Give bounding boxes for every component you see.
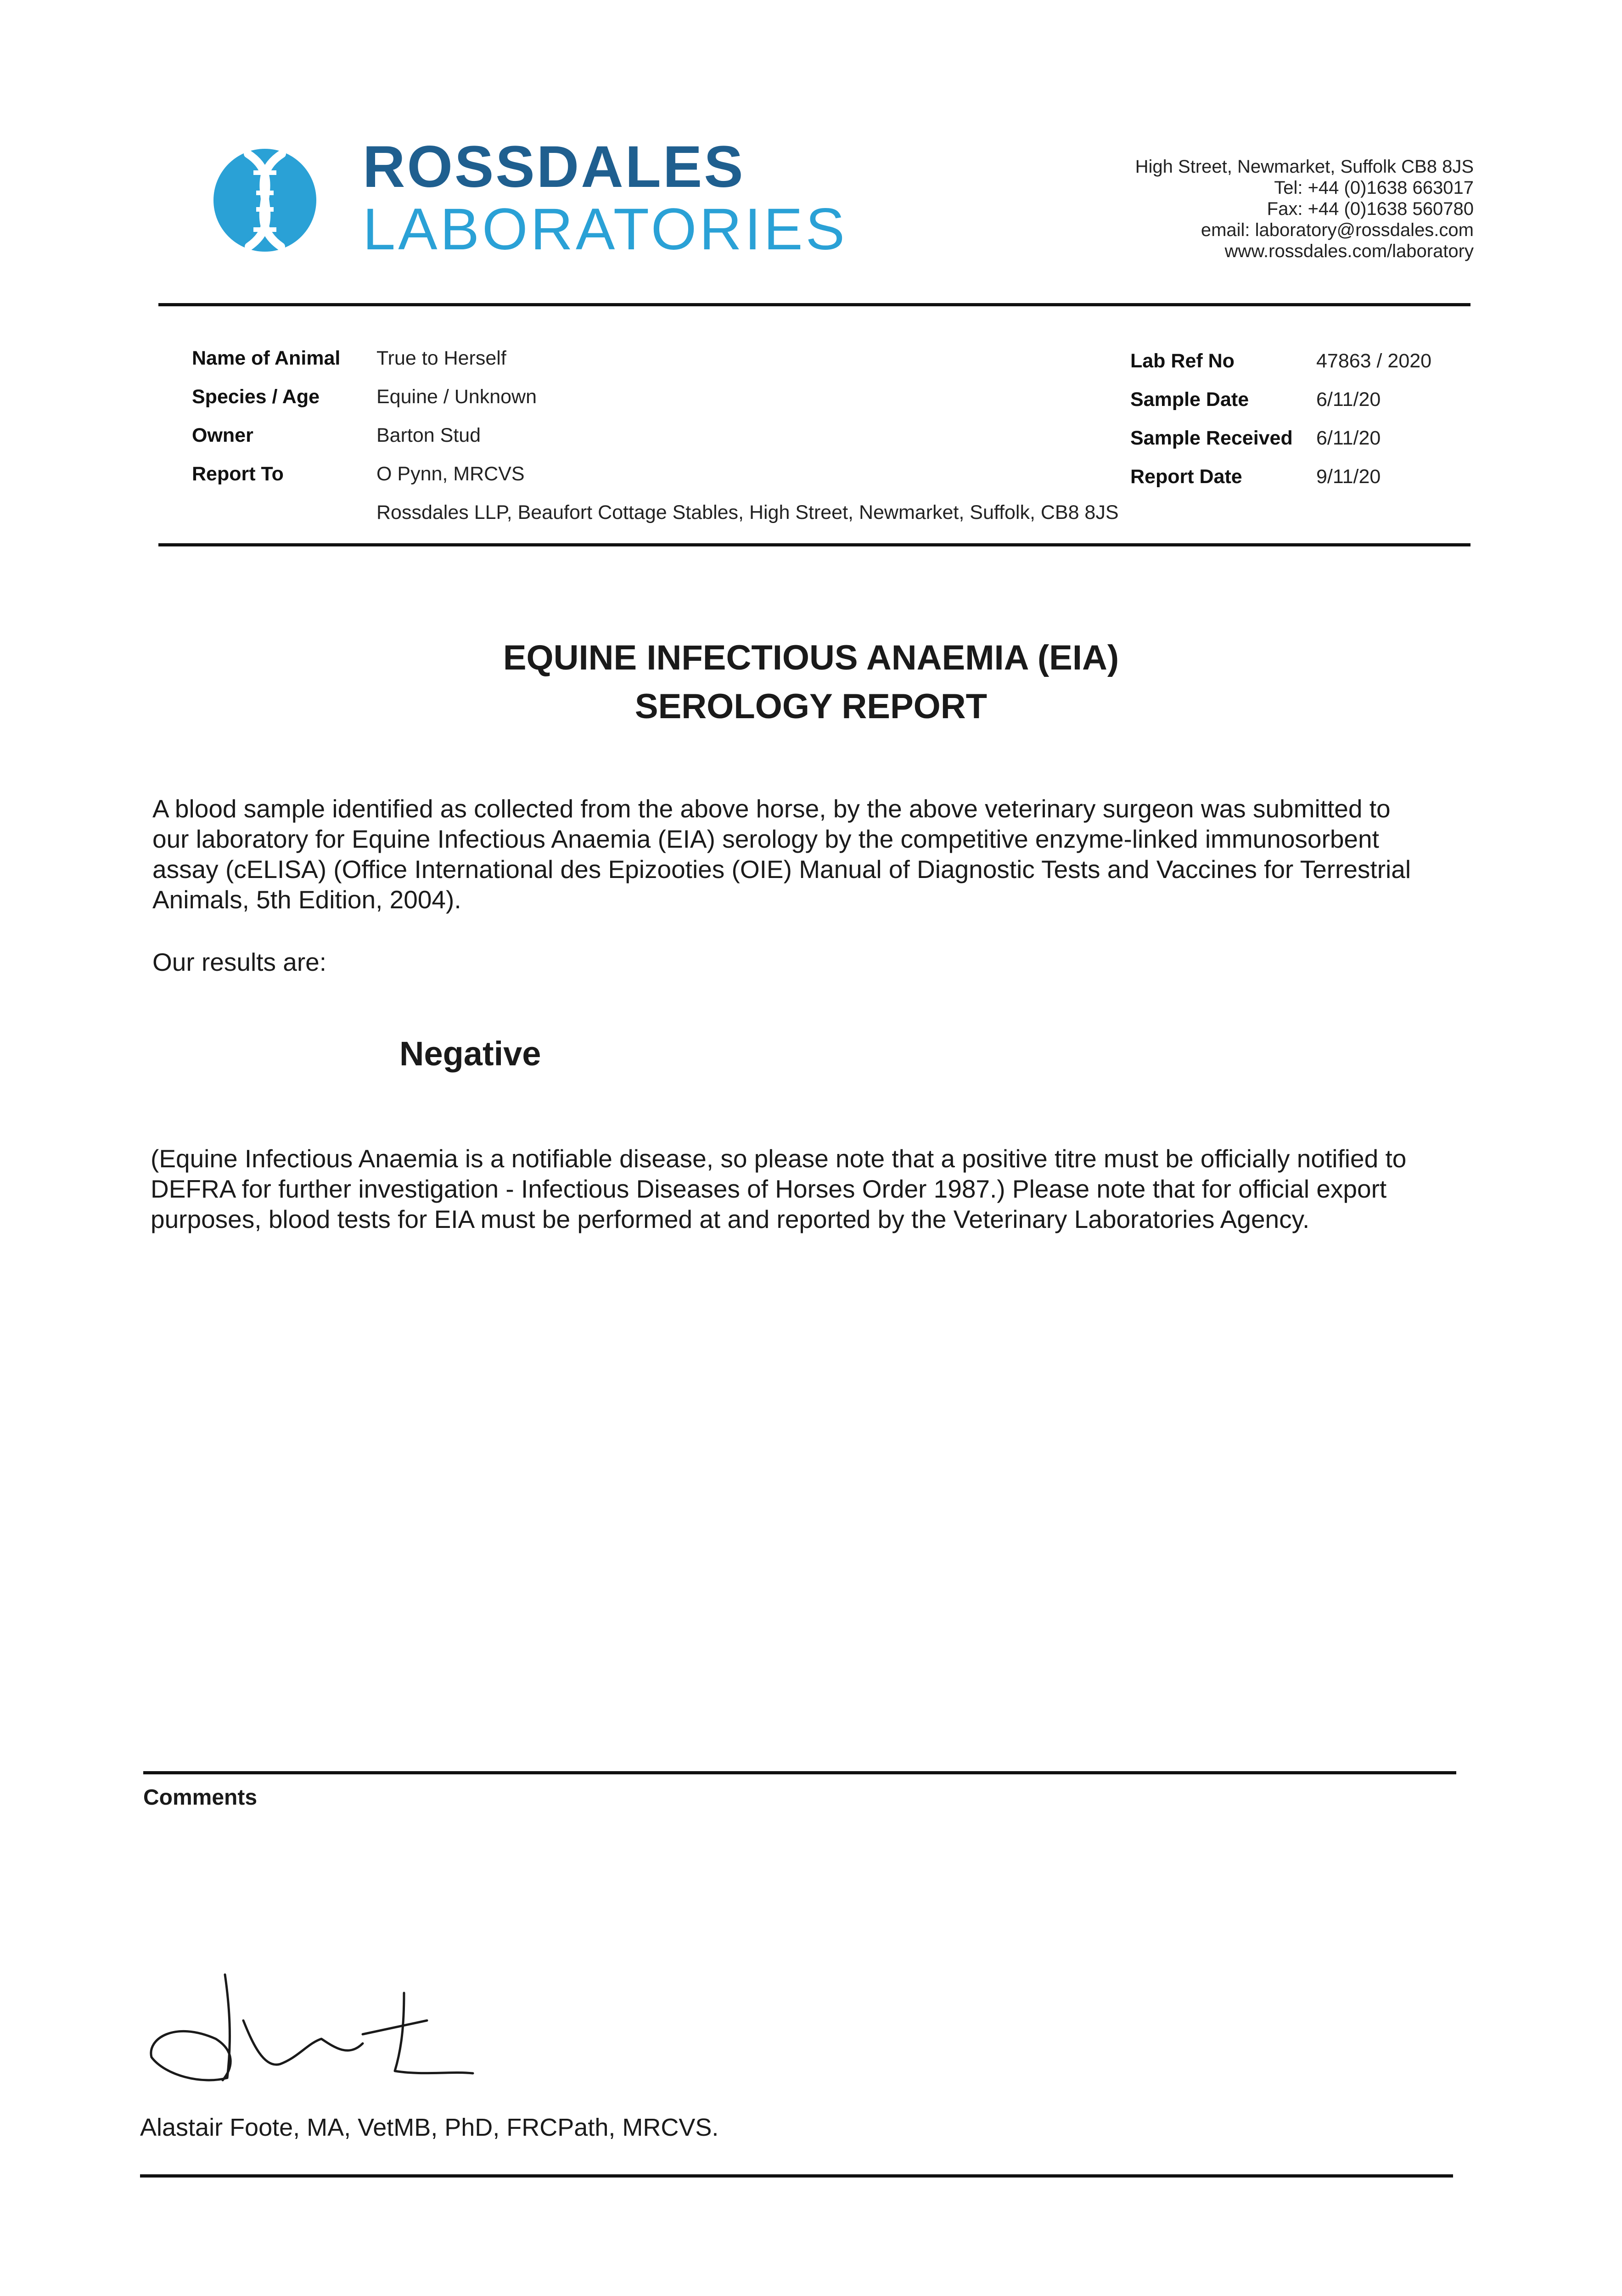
report-title-line2: SEROLOGY REPORT	[634, 687, 988, 726]
contact-address: High Street, Newmarket, Suffolk CB8 8JS	[1135, 157, 1474, 177]
brand-name-line1: ROSSDALES	[363, 134, 745, 200]
report-date-value: 9/11/20	[1316, 466, 1381, 488]
report-title	[0, 634, 1622, 731]
report-date-label: Report Date	[1130, 466, 1242, 488]
brand-name-line2: LABORATORIES	[363, 197, 847, 262]
name-of-animal-value: True to Herself	[376, 347, 506, 369]
results-intro: Our results are:	[152, 948, 327, 976]
owner-label: Owner	[192, 424, 253, 446]
report-title-line1: EQUINE INFECTIOUS ANAEMIA (EIA)	[503, 638, 1119, 677]
lab-ref-label: Lab Ref No	[1130, 350, 1235, 372]
footer-divider	[140, 2174, 1453, 2178]
signature-image	[147, 1970, 487, 2089]
contact-email[interactable]: email: laboratory@rossdales.com	[1201, 220, 1474, 240]
report-to-address: Rossdales LLP, Beaufort Cottage Stables, High Street, Newmarket, Suffolk, CB8 8JS	[376, 501, 1119, 523]
name-of-animal-label: Name of Animal	[192, 347, 341, 369]
sample-date-value: 6/11/20	[1316, 388, 1381, 411]
sample-received-label: Sample Received	[1130, 427, 1293, 449]
contact-website[interactable]: www.rossdales.com/laboratory	[1224, 241, 1474, 261]
signatory-name: Alastair Foote, MA, VetMB, PhD, FRCPath, MRCVS.	[140, 2114, 719, 2141]
result-value: Negative	[399, 1035, 541, 1073]
report-to-value: O Pynn, MRCVS	[376, 463, 525, 485]
details-divider	[158, 543, 1470, 546]
sample-date-label: Sample Date	[1130, 388, 1249, 411]
intro-line: A blood sample identified as collected from the above horse, by the above veterinary surgeon was submitted to	[152, 794, 1391, 823]
note-line: purposes, blood tests for EIA must be performed at and reported by the Veterinary Laboratories Agency.	[151, 1205, 1310, 1233]
species-age-label: Species / Age	[192, 386, 320, 408]
lab-ref-value: 47863 / 2020	[1316, 350, 1432, 372]
owner-value: Barton Stud	[376, 424, 481, 446]
contact-tel: Tel: +44 (0)1638 663017	[1274, 178, 1474, 198]
comments-divider	[143, 1771, 1456, 1774]
header-divider	[158, 303, 1470, 306]
intro-line: assay (cELISA) (Office International des Epizooties (OIE) Manual of Diagnostic Tests and Vaccines for Terrestrial	[152, 855, 1411, 884]
intro-line: Animals, 5th Edition, 2004).	[152, 885, 461, 914]
note-paragraph	[151, 1143, 1482, 1234]
comments-label: Comments	[143, 1785, 258, 1810]
note-line: DEFRA for further investigation - Infectious Diseases of Horses Order 1987.) Please note that for official export	[151, 1175, 1387, 1203]
contact-block	[1135, 156, 1474, 262]
intro-line: our laboratory for Equine Infectious Anaemia (EIA) serology by the competitive enzyme-linked immunosorbent	[152, 825, 1379, 853]
report-to-label: Report To	[192, 463, 284, 485]
sample-received-value: 6/11/20	[1316, 427, 1381, 449]
intro-paragraph	[152, 793, 1484, 915]
contact-fax: Fax: +44 (0)1638 560780	[1267, 199, 1474, 219]
note-line: (Equine Infectious Anaemia is a notifiable disease, so please note that a positive titre must be officially notified to	[151, 1144, 1407, 1173]
dna-helix-logo-icon	[212, 140, 318, 260]
species-age-value: Equine / Unknown	[376, 386, 537, 408]
